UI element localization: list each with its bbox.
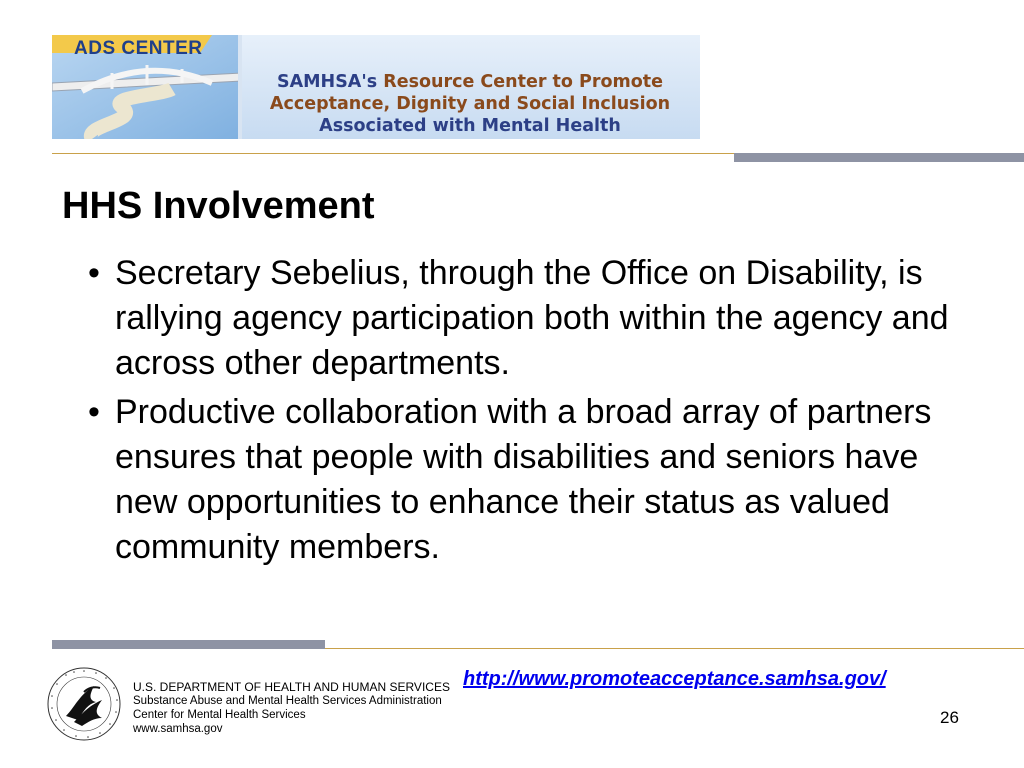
banner-tagline-line1 <box>240 71 700 93</box>
samhsa-name: Substance Abuse and Mental Health Services Administration <box>133 695 442 707</box>
top-divider-block <box>734 153 1024 162</box>
hhs-dept-name: U.S. DEPARTMENT OF HEALTH AND HUMAN SERVICES <box>133 680 450 694</box>
promote-acceptance-link[interactable]: http://www.promoteacceptance.samhsa.gov/ <box>463 668 886 690</box>
bullet-text: Productive collaboration with a broad array of partners ensures that people with disabilities and seniors have new opportunities to enhance their status as valued community members. <box>115 393 932 566</box>
bottom-divider-block <box>52 640 325 649</box>
bullet-list <box>88 251 968 574</box>
bullet-marker: • <box>88 254 100 292</box>
hhs-department-text <box>133 680 450 736</box>
bullet-text: Secretary Sebelius, through the Office on Disability, is rallying agency participation both within the agency and across other departments. <box>115 254 949 382</box>
banner-org: SAMHSA's <box>276 72 378 92</box>
banner-line1-rest: Resource Center to Promote <box>383 72 664 92</box>
banner-tagline-line3: Associated with Mental Health <box>319 116 621 136</box>
page-number: 26 <box>940 708 959 727</box>
bullet-item <box>88 390 968 570</box>
hhs-eagle-seal-icon <box>44 664 124 744</box>
banner-tagline <box>240 71 700 137</box>
slide-title: HHS Involvement <box>62 185 375 227</box>
ads-center-banner <box>52 35 700 139</box>
banner-brand: ADS CENTER <box>74 38 203 59</box>
cmhs-name: Center for Mental Health Services <box>133 709 306 721</box>
samhsa-website: www.samhsa.gov <box>133 723 223 735</box>
bullet-item <box>88 251 968 386</box>
banner-tagline-line2: Acceptance, Dignity and Social Inclusion <box>269 94 671 114</box>
bullet-marker: • <box>88 393 100 431</box>
